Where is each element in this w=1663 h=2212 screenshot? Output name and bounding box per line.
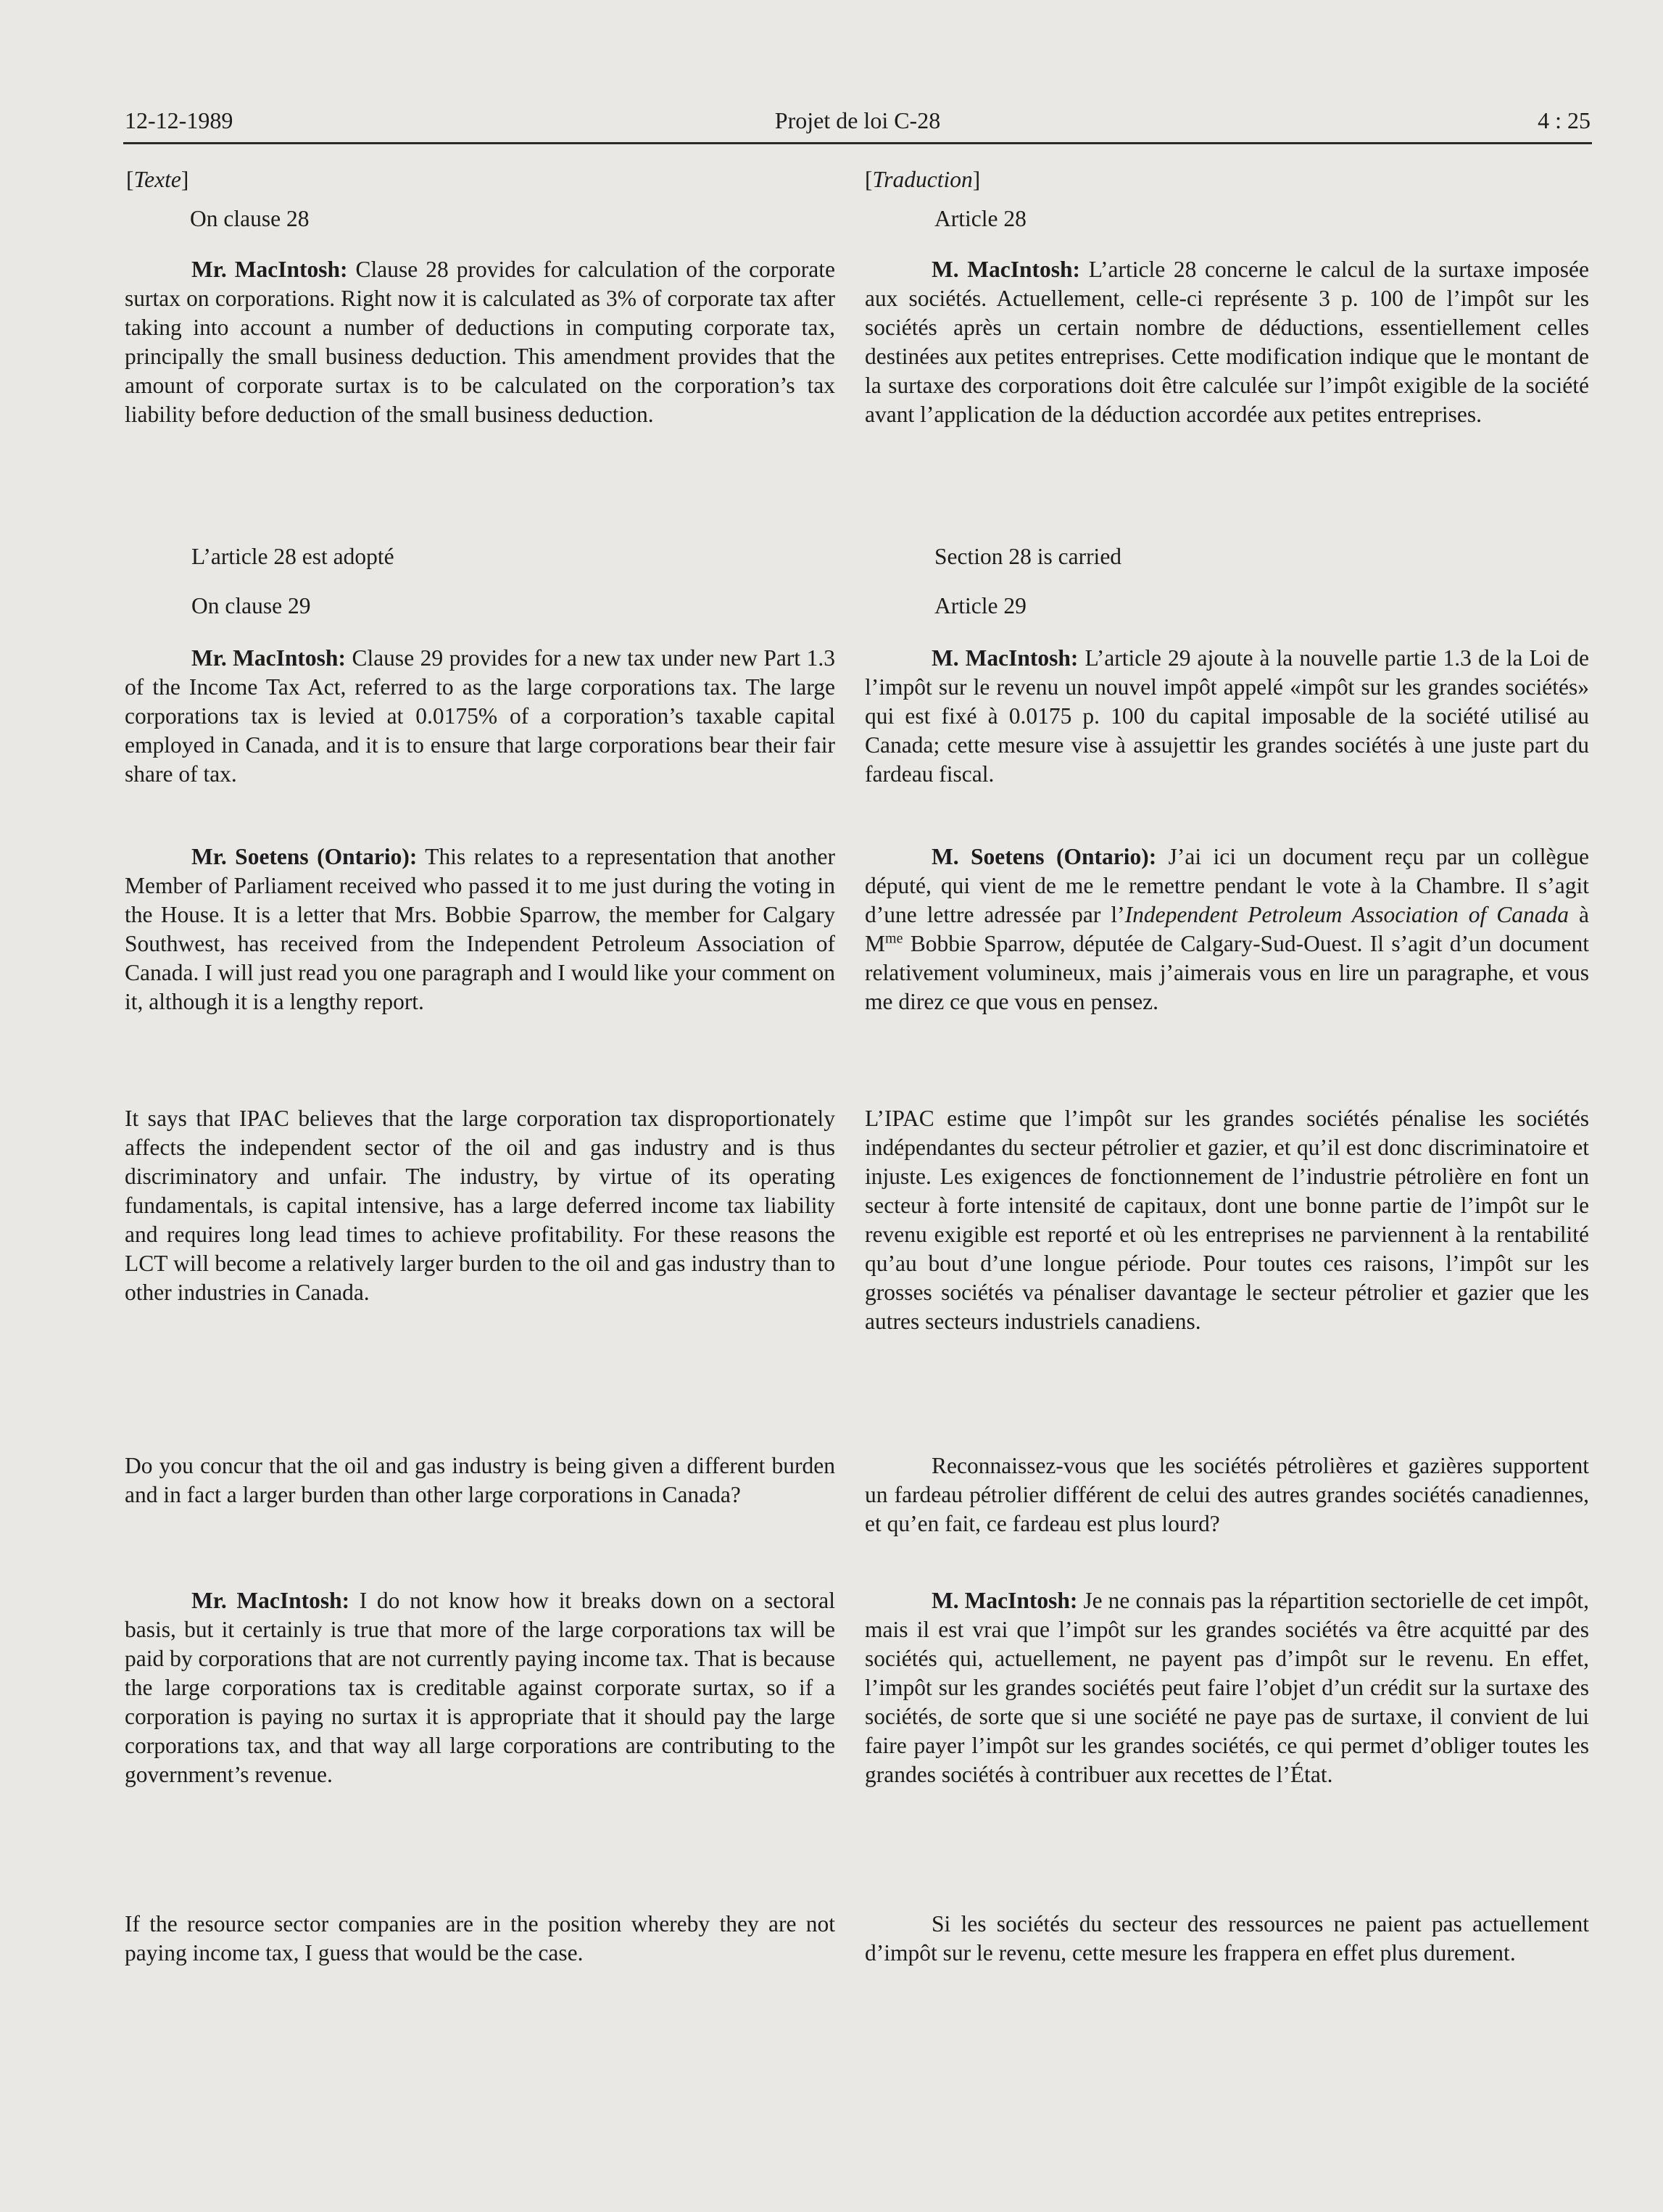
right-paragraph-6: M. MacIntosh: Je ne connais pas la répartition sectorielle de cet impôt, mais il est vrai que l’impôt sur les grandes sociétés va être acquitté par des sociétés qui, actuellement, ne payent pas d’impôt sur le revenu. En effet, l’impôt sur les grandes sociétés peut faire l’objet d’un crédit sur la surtaxe des sociétés, de sorte que si une société ne paye pas de surtaxe, il convient de lui faire payer l’impôt sur les grandes sociétés, ce qui permet d’obliger toutes les grandes sociétés à contribuer aux recettes de l’État. <box>865 1588 1590 1787</box>
right-column-label: [Traduction] <box>865 167 981 192</box>
header-date: 12-12-1989 <box>125 107 233 133</box>
header-title: Projet de loi C-28 <box>774 107 941 133</box>
right-paragraph-3: M. Soetens (Ontario): J’ai ici un document reçu par un collègue député, qui vient de me le remettre pendant le vote à la Chambre. Il s’agit d’une lettre adressée par l’Independent Petroleum Association of Canada à $M^{me}$ Bobbie Sparrow, députée de Calgary-Sud-Ouest. Il s’agit d’un document relativement volumineux, mais j’aimerais vous en lire un paragraphe, et vous me direz ce que vous en pensez. <box>865 844 1590 1014</box>
header-rule <box>123 142 1592 144</box>
right-paragraph-2: M. MacIntosh: L’article 29 ajoute à la nouvelle partie 1.3 de la Loi de l’impôt sur le revenu un nouvel impôt appelé «impôt sur les grandes sociétés» qui est fixé à 0.0175 p. 100 du capital imposable de la société utilisé au Canada; cette mesure vise à assujettir les grandes sociétés à une juste part du fardeau fiscal. <box>865 645 1590 787</box>
left-clause28-heading: On clause 28 <box>190 206 310 231</box>
left-paragraph-2: Mr. MacIntosh: Clause 29 provides for a new tax under new Part 1.3 of the Income Tax Act, referred to as the large corporations tax. The large corporations tax is levied at 0.0175% of a corporation’s taxable capital employed in Canada, and it is to ensure that large corporations bear their fair share of tax. <box>125 645 835 787</box>
right-paragraph-7: Si les sociétés du secteur des ressources ne paient pas actuellement d’impôt sur le revenu, cette mesure les frappera en effet plus durement. <box>865 1911 1589 1965</box>
page-header <box>125 107 1591 144</box>
left-paragraph-6: Mr. MacIntosh: I do not know how it breaks down on a sectoral basis, but it certainly is true that more of the large corporations tax will be paid by corporations that are not currently paying income tax. That is because the large corporations tax is creditable against corporate surtax, so if a corporation is paying no surtax it is appropriate that it should pay the large corporations tax, and that way all large corporations are contributing to the government’s revenue. <box>125 1588 835 1787</box>
right-clause28-heading: Article 28 <box>934 206 1027 231</box>
left-adopted-note: L’article 28 est adopté <box>191 544 394 569</box>
left-paragraph-1: Mr. MacIntosh: Clause 28 provides for calculation of the corporate surtax on corporations. Right now it is calculated as 3% of corporate tax after taking into account a number of deductions in computing corporate tax, principally the small business deduction. This amendment provides that the amount of corporate surtax is to be calculated on the corporation’s tax liability before deduction of the small business deduction. <box>125 257 835 427</box>
left-paragraph-4: It says that IPAC believes that the large corporation tax disproportionately affects the independent sector of the oil and gas industry and is thus discriminatory and unfair. The industry, by virtue of its operating fundamentals, is capital intensive, has a large deferred income tax liability and requires long lead times to achieve profitability. For these reasons the LCT will become a relatively larger burden to the oil and gas industry than to other industries in Canada. <box>125 1106 835 1305</box>
right-paragraph-4: L’IPAC estime que l’impôt sur les grandes sociétés pénalise les sociétés indépendantes du secteur pétrolier et gazier, et qu’il est donc discriminatoire et injuste. Les exigences de fonctionnement de l’industrie pétrolière en font un secteur à forte intensité de capitaux, dont une bonne partie de l’impôt sur le revenu exigible est reporté et où les entreprises ne parviennent à la rentabilité qu’au bout d’une longue période. Pour toutes ces raisons, l’impôt sur les grosses sociétés va pénaliser davantage le secteur pétrolier et gazier que les autres secteurs industriels canadiens. <box>865 1106 1589 1334</box>
left-column-label: [Texte] <box>126 167 189 192</box>
right-carried-note: Section 28 is carried <box>934 544 1122 569</box>
header-page-number: 4 : 25 <box>1538 107 1591 133</box>
right-clause29-heading: Article 29 <box>934 593 1027 618</box>
right-paragraph-5: Reconnaissez-vous que les sociétés pétrolières et gazières supportent un fardeau pétrolier différent de celui des autres grandes sociétés canadiennes, et qu’en fait, ce fardeau est plus lourd? <box>865 1453 1589 1536</box>
left-paragraph-5: Do you concur that the oil and gas industry is being given a different burden and in fact a larger burden than other large corporations in Canada? <box>125 1453 835 1507</box>
left-paragraph-3: Mr. Soetens (Ontario): This relates to a representation that another Member of Parliament received who passed it to me just during the voting in the House. It is a letter that Mrs. Bobbie Sparrow, the member for Calgary Southwest, has received from the Independent Petroleum Association of Canada. I will just read you one paragraph and I would like your comment on it, although it is a lengthy report. <box>125 844 835 1014</box>
left-paragraph-7: If the resource sector companies are in the position whereby they are not paying income tax, I guess that would be the case. <box>125 1911 835 1965</box>
right-paragraph-1: M. MacIntosh: L’article 28 concerne le calcul de la surtaxe imposée aux sociétés. Actuellement, celle-ci représente 3 p. 100 de l’impôt sur les sociétés après un certain nombre de déductions, essentiellement celles destinées aux petites entreprises. Cette modification indique que le montant de la surtaxe des corporations doit être calculée sur l’impôt exigible de la société avant l’application de la déduction accordée aux petites entreprises. <box>865 257 1589 427</box>
left-clause29-heading: On clause 29 <box>191 593 311 618</box>
